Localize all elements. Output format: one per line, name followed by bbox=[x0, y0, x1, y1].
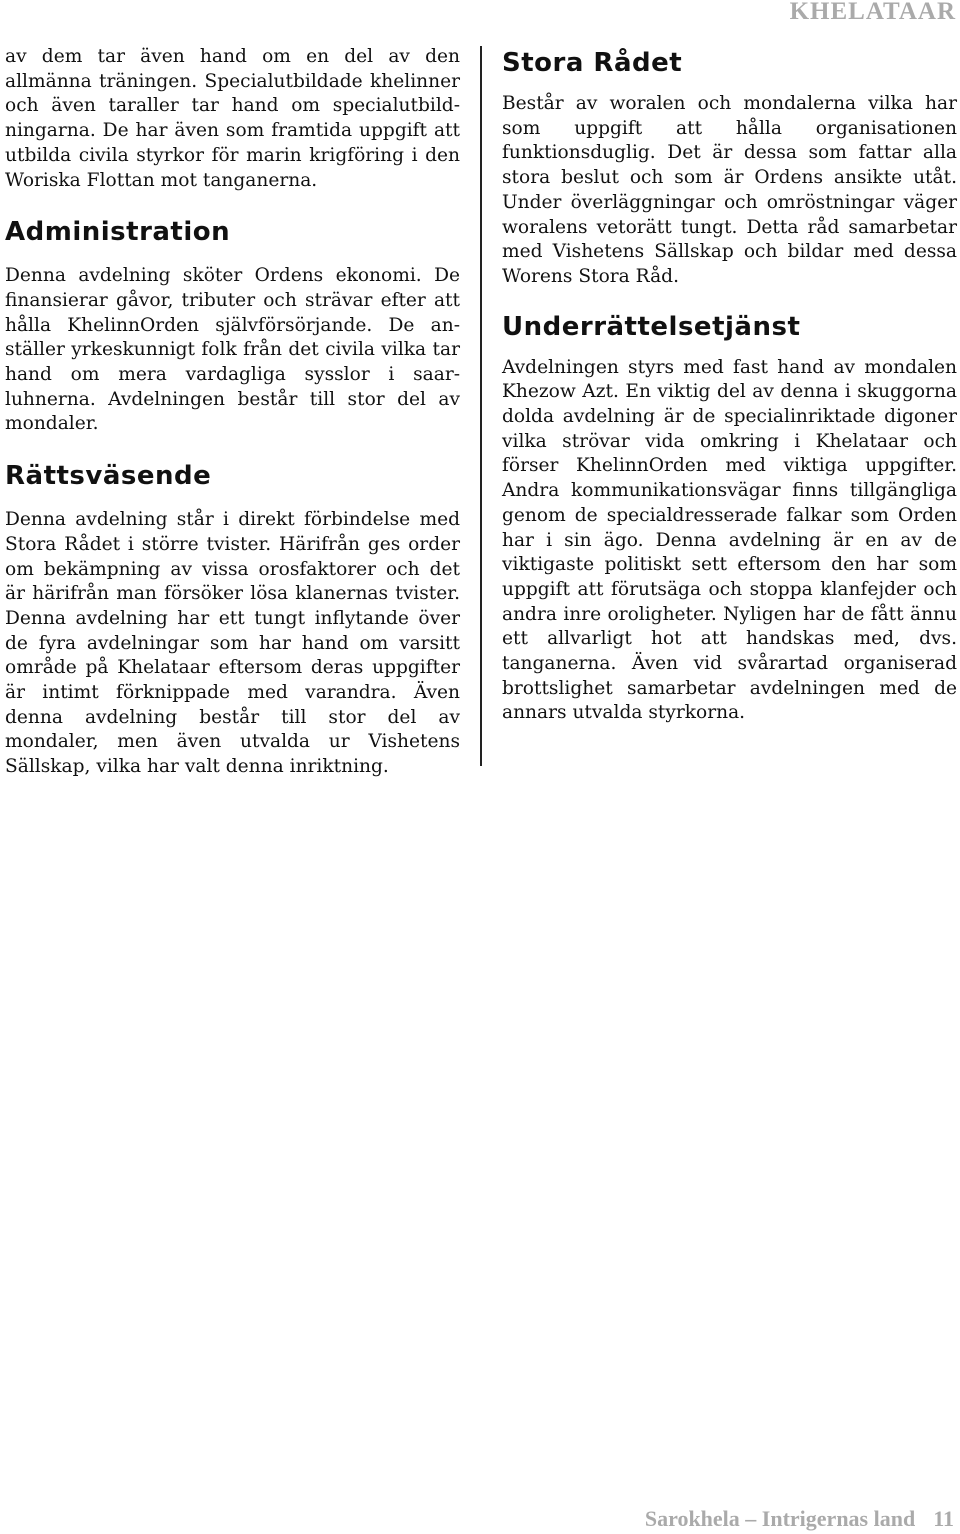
column-divider bbox=[480, 46, 482, 766]
intro-paragraph: av dem tar även hand om en del av den allmänna träningen. Specialutbildade khelinner och även taraller tar hand om specialutbild-ningarna. De har även som framtida uppgift att utbilda civila styrkor för marin krigföring i den Woriska Flottan mot tanganerna. bbox=[5, 46, 460, 191]
footer-book-title: Sarokhela – Intrigernas land bbox=[644, 1506, 916, 1531]
heading-administration: Administration bbox=[5, 217, 231, 248]
right-column bbox=[502, 48, 957, 726]
heading-rattsvasende: Rättsväsende bbox=[5, 461, 212, 492]
running-header: KHELATAAR bbox=[789, 0, 956, 25]
paragraph-administration: Denna avdelning sköter Ordens ekonomi. De finansierar gåvor, tributer och strävar efter att hålla KhelinnOrden självförsörjande. De an-ställer yrkeskunnigt folk från det civila vilka tar hand om mera vardagliga sysslor i saar-luhnerna. Avdelningen består till stor del av mondaler. bbox=[5, 265, 460, 435]
heading-underrattelsetjanst: Underrättelsetjänst bbox=[502, 311, 801, 342]
paragraph-underrattelsetjanst: Avdelningen styrs med fast hand av mondalen Khezow Azt. En viktig del av denna i skuggorna dolda avdelning är de specialinriktade digoner vilka strövar vida omkring i Khelataar och förser KhelinnOrden med viktiga uppgifter. Andra kommunikationsvägar finns tillgängliga genom de specialdresserade falkar som Orden har i sin ägo. Denna avdelning är en av de viktigaste politiskt sett eftersom den har som uppgift att förutsäga och stoppa klanfejder och andra inre oroligheter. Nyligen har de fått ännu ett allvarligt hot att handskas med, dvs. tanganerna. Även vid svårartad organiserad brottslighet samarbetar avdelningen med de annars utvalda styrkorna. bbox=[502, 356, 957, 724]
heading-stora-radet: Stora Rådet bbox=[502, 48, 683, 78]
left-column bbox=[5, 45, 460, 780]
paragraph-rattsvasende: Denna avdelning står i direkt förbindelse med Stora Rådet i större tvister. Härifrån ges order om bekämpning av vissa orosfaktorer och det är härifrån man försöker lösa klanernas tvister. Denna avdelning har ett tungt inflytande över de fyra avdelningar som har hand om varsitt område på Khelataar eftersom deras uppgifter är intimt förknippade med varandra. Även denna avdelning består till stor del av mondaler, men även utvalda ur Vishetens Sällskap, vilka har valt denna inriktning. bbox=[5, 509, 460, 778]
paragraph-stora-radet: Består av woralen och mondalerna vilka har som uppgift att hålla organisationen funktionsduglig. Det är dessa som fattar alla stora beslut och som är Ordens ansikte utåt. Under överläggningar och omröstningar väger woralens vetorätt tungt. Detta råd samarbetar med Vishetens Sällskap och bildar med dessa Worens Stora Råd. bbox=[502, 93, 957, 287]
page-footer bbox=[645, 1506, 954, 1532]
page-number: 11 bbox=[933, 1506, 954, 1531]
